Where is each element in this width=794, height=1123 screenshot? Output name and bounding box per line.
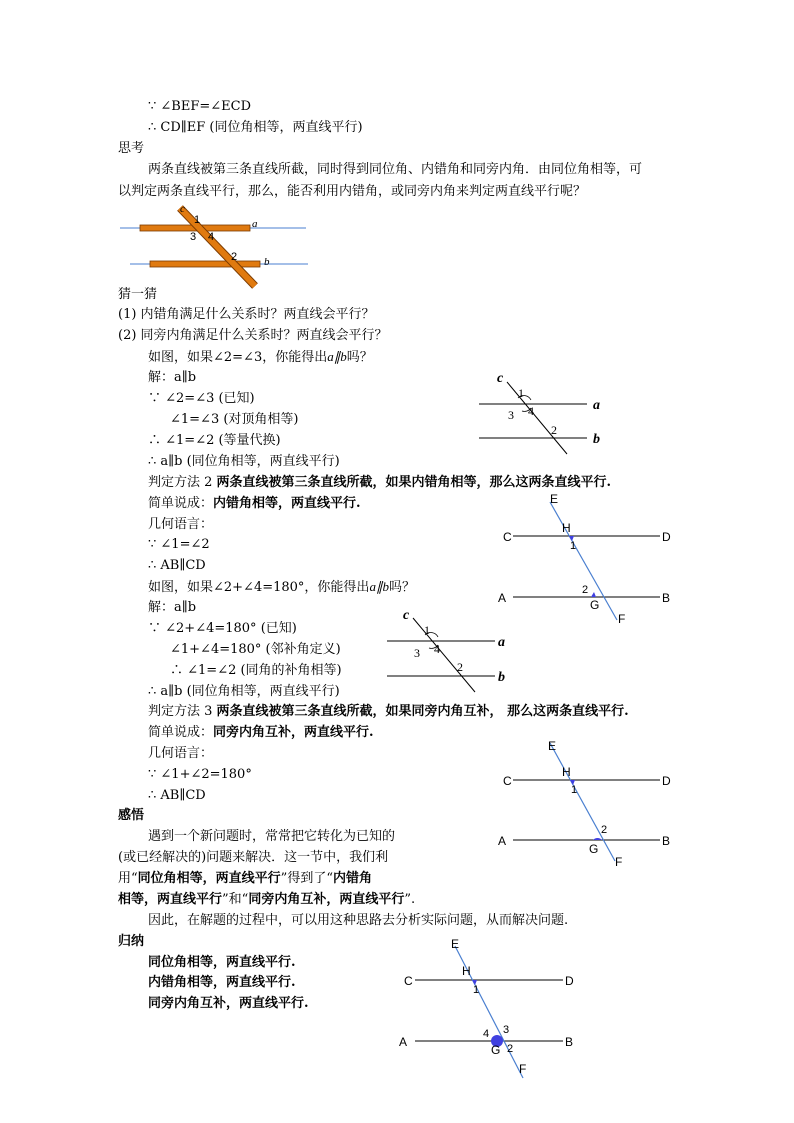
think-heading: 思考 — [118, 141, 145, 156]
step2-3: ∴ ∠1=∠2 (同角的补角相等) — [170, 663, 342, 678]
insight-line-1: 遇到一个新问题时，常常把它转化为已知的 — [148, 829, 396, 844]
stick-label-4: 4 — [208, 231, 215, 243]
step-3: ∴ ∠1=∠2 (等量代换) — [148, 433, 281, 448]
fig4-label-G: G — [589, 842, 599, 856]
fig2-label-G: G — [590, 598, 600, 612]
sticks-figure — [118, 200, 318, 280]
fig5-label-E: E — [451, 937, 460, 951]
top-line-2: ∴ CD∥EF (同位角相等，两直线平行) — [148, 120, 363, 135]
fig2-label-F: F — [618, 612, 626, 626]
fig3-label-1: 1 — [424, 623, 430, 637]
fig2-label-2: 2 — [582, 584, 589, 596]
step2-1: ∵ ∠2+∠4=180° (已知) — [148, 621, 297, 636]
fig4-label-C: C — [503, 774, 512, 788]
geo-3-line-2: ∴ AB∥CD — [148, 788, 206, 803]
fig1-label-b: b — [593, 432, 600, 447]
fig3-label-b: b — [498, 670, 505, 685]
geo-2-line-2: ∴ AB∥CD — [148, 558, 206, 573]
fig1-label-c: c — [497, 371, 504, 386]
step-2: ∠1=∠3 (对顶角相等) — [170, 412, 299, 427]
ask-1: 如图，如果∠2=∠3，你能得出a∥b吗？ — [148, 349, 373, 365]
fig4-label-A: A — [498, 834, 507, 848]
step-4: ∴ a∥b (同位角相等，两直线平行) — [148, 454, 340, 469]
fig5-label-B: B — [565, 1035, 574, 1049]
think-para-1: 两条直线被第三条直线所截，同时得到同位角、内错角和同旁内角．由同位角相等，可 — [148, 162, 643, 177]
fig5-label-A: A — [399, 1035, 408, 1049]
stick-label-3: 3 — [190, 231, 197, 243]
fig2-label-E: E — [550, 492, 559, 506]
fig5-label-4: 4 — [483, 1028, 490, 1040]
fig4-label-B: B — [662, 834, 671, 848]
guess-question-1: (1) 内错角满足什么关系时？两直线会平行？ — [118, 307, 375, 322]
solution-1: 解：a∥b — [148, 370, 197, 385]
insight-heading: 感悟 — [118, 808, 145, 823]
geo-label-2: 几何语言： — [148, 517, 214, 532]
fig5-label-F: F — [519, 1062, 527, 1076]
stick-label-2: 2 — [231, 251, 238, 263]
geo-3-line-1: ∵ ∠1+∠2=180° — [148, 767, 252, 782]
guess-heading: 猜一猜 — [118, 287, 158, 302]
fig1-label-a: a — [593, 398, 600, 413]
summary-rule-2: 内错角相等，两直线平行. — [148, 975, 296, 990]
top-line-1: ∵ ∠BEF=∠ECD — [148, 99, 252, 114]
insight-line-2: (或已经解决的)问题来解决．这一节中，我们利 — [118, 850, 389, 865]
fig3-label-4: 4 — [434, 642, 440, 656]
fig4-label-E: E — [548, 739, 557, 753]
insight-line-4: 相等，两直线平行”和“同旁内角互补，两直线平行”. — [118, 892, 416, 907]
fig3-label-c: c — [403, 608, 410, 623]
ab-figure-2 — [383, 604, 523, 696]
fig1-label-1: 1 — [518, 386, 524, 400]
fig1-label-2: 2 — [551, 423, 557, 437]
fig4-label-2: 2 — [601, 824, 608, 836]
step2-4: ∴ a∥b (同位角相等，两直线平行) — [148, 684, 340, 699]
step2-2: ∠1+∠4=180° (邻补角定义) — [170, 642, 341, 657]
fig5-label-G: G — [491, 1043, 501, 1057]
brief-3: 简单说成：同旁内角互补，两直线平行. — [148, 725, 374, 740]
fig3-label-3: 3 — [414, 646, 420, 660]
stick-label-c: c — [180, 203, 185, 215]
fig1-label-4: 4 — [528, 404, 534, 418]
fig2-label-A: A — [498, 591, 507, 605]
stick-label-a: a — [252, 218, 258, 230]
brief-2: 简单说成：内错角相等，两直线平行. — [148, 496, 361, 511]
step-1: ∵ ∠2=∠3 (已知) — [148, 391, 255, 406]
fig5-label-H: H — [462, 964, 471, 978]
guess-question-2: (2) 同旁内角满足什么关系时？两直线会平行？ — [118, 328, 388, 343]
rule-2: 判定方法 2 两条直线被第三条直线所截，如果内错角相等，那么这两条直线平行. — [148, 475, 612, 490]
ab-figure-1 — [475, 368, 615, 458]
ask-2: 如图，如果∠2+∠4=180°，你能得出a∥b吗？ — [148, 579, 415, 595]
stick-label-b: b — [264, 256, 270, 268]
fig5-label-3: 3 — [503, 1024, 510, 1036]
fig5-label-1: 1 — [473, 984, 480, 996]
abcd-figure-3 — [395, 938, 595, 1083]
rule-3: 判定方法 3 两条直线被第三条直线所截，如果同旁内角互补， 那么这两条直线平行. — [148, 704, 629, 719]
stick-label-1: 1 — [194, 214, 201, 226]
think-para-2: 以判定两条直线平行，那么，能否利用内错角，或同旁内角来判定两直线平行呢？ — [118, 184, 587, 199]
fig5-label-2: 2 — [507, 1043, 514, 1055]
fig5-label-C: C — [404, 974, 413, 988]
abcd-figure-1 — [495, 492, 685, 632]
fig2-label-1: 1 — [570, 540, 577, 552]
fig4-label-H: H — [562, 765, 571, 779]
fig2-label-D: D — [662, 530, 671, 544]
fig5-label-D: D — [565, 974, 574, 988]
insight-line-5: 因此，在解题的过程中，可以用这种思路去分析实际问题，从而解决问题. — [148, 913, 569, 928]
abcd-figure-2 — [495, 733, 685, 873]
solution-2: 解：a∥b — [148, 600, 197, 615]
insight-line-3: 用“同位角相等，两直线平行”得到了“内错角 — [118, 871, 372, 886]
fig2-label-C: C — [503, 530, 512, 544]
fig4-label-D: D — [662, 774, 671, 788]
fig1-label-3: 3 — [508, 408, 514, 422]
geo-2-line-1: ∵ ∠1=∠2 — [148, 537, 210, 552]
geo-label-3: 几何语言： — [148, 746, 214, 761]
summary-heading: 归纳 — [118, 934, 145, 949]
fig4-label-F: F — [615, 855, 623, 869]
fig2-label-H: H — [562, 521, 571, 535]
stick-c — [180, 208, 255, 286]
fig3-label-a: a — [498, 635, 505, 650]
summary-rule-1: 同位角相等，两直线平行. — [148, 955, 296, 970]
fig3-label-2: 2 — [457, 660, 463, 674]
summary-rule-3: 同旁内角互补，两直线平行. — [148, 996, 309, 1011]
stick-b — [150, 261, 260, 267]
fig2-label-B: B — [662, 591, 671, 605]
fig4-label-1: 1 — [571, 784, 578, 796]
